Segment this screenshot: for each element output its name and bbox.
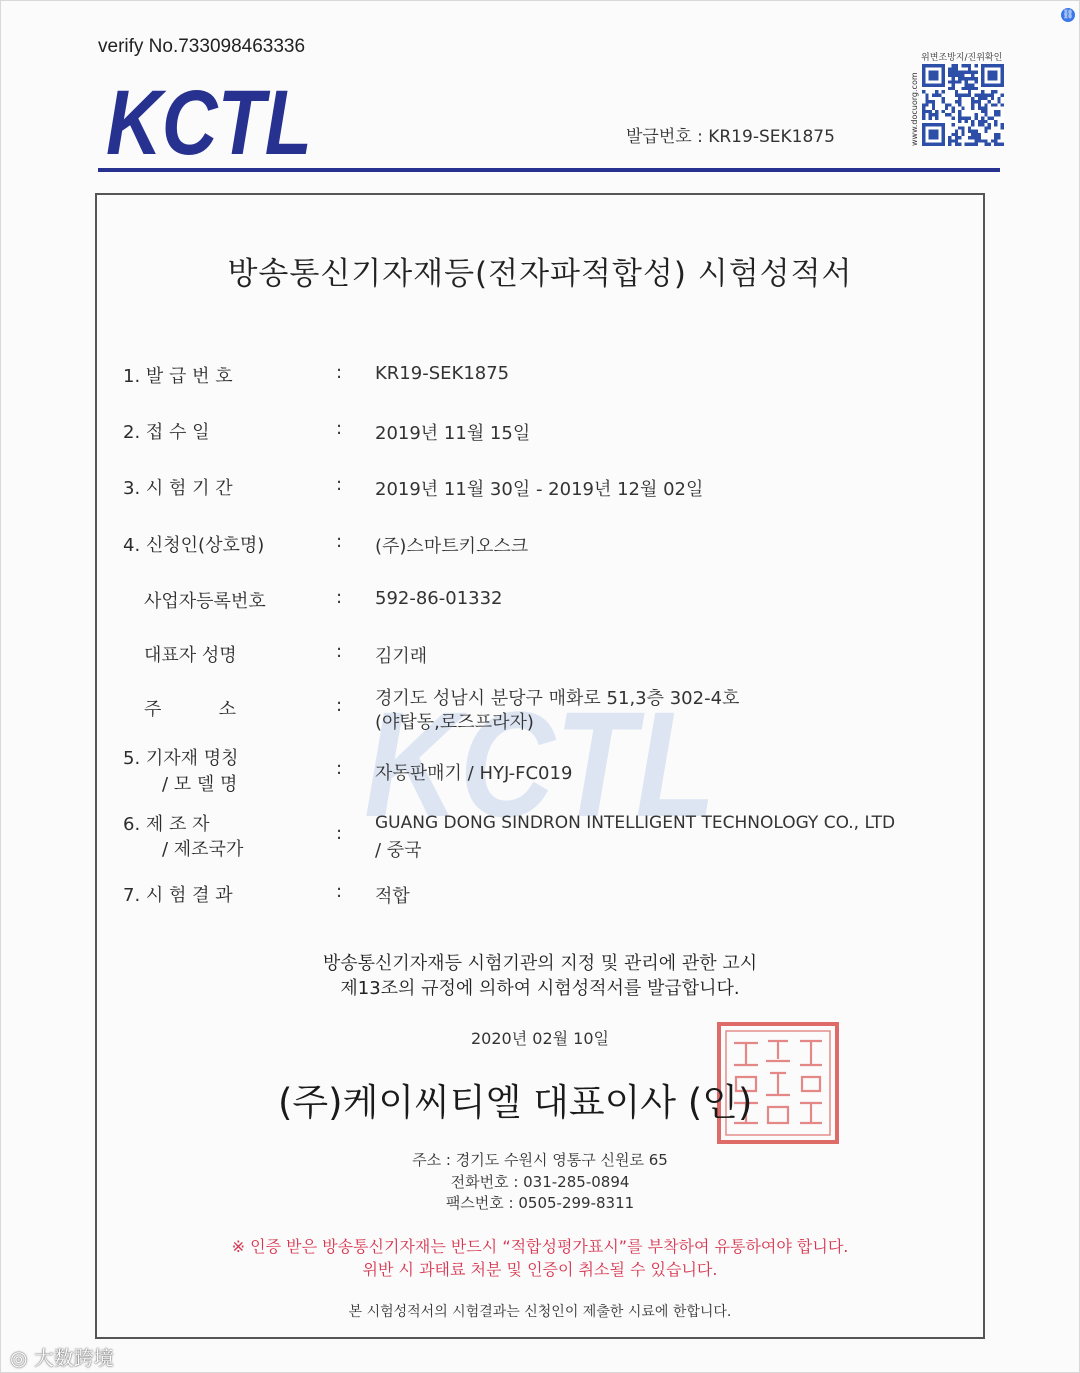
signer-name: (주)케이씨티엘 대표이사 (인)	[278, 1081, 753, 1124]
row-label-manufacturer: 6. 제 조 자	[123, 814, 210, 835]
issuer-fax: 팩스번호 : 0505-299-8311	[445, 1194, 635, 1212]
brand-watermark: ◎ 大数跨境	[10, 1346, 114, 1370]
row-colon: :	[336, 758, 343, 779]
header-rule	[98, 168, 1000, 172]
row-colon: :	[336, 641, 343, 662]
row-value-applicant: (주)스마트키오스크	[375, 536, 529, 557]
qr-side-text	[908, 66, 920, 146]
row-value-test-result: 적합	[375, 886, 410, 907]
row-value-issue-number: KR19-SEK1875	[375, 363, 510, 384]
warning-line-1: ※ 인증 받은 방송통신기자재는 반드시 “적합성평가표시”를 부착하여 유통하여야 합니다.	[231, 1237, 849, 1256]
row-label-business-number: 사업자등록번호	[144, 591, 266, 612]
link-icon[interactable]: ⛓	[1062, 10, 1074, 20]
svg-text:www.docuorg.com: www.docuorg.com	[910, 72, 919, 146]
row-value-manufacturer: GUANG DONG SINDRON INTELLIGENT TECHNOLOGY CO., LTD	[375, 813, 896, 833]
footnote: 본 시험성적서의 시험결과는 신청인이 제출한 시료에 한합니다.	[348, 1304, 732, 1320]
row-colon: :	[336, 587, 343, 608]
row-label-issue-number: 1. 발 급 번 호	[123, 366, 233, 387]
row-value-business-number: 592-86-01332	[375, 588, 503, 609]
issue-date: 2020년 02월 10일	[471, 1029, 609, 1048]
issuer-phone: 전화번호 : 031-285-0894	[450, 1173, 630, 1191]
qr-code-icon[interactable]	[922, 64, 1004, 146]
row-value-address: 경기도 성남시 분당구 매화로 51,3층 302-4호	[375, 688, 740, 709]
row-colon: :	[336, 531, 343, 552]
row-label-model-name: / 모 델 명	[162, 774, 238, 795]
row-value-address-line2: (야탑동,로즈프라자)	[375, 712, 534, 733]
row-label-representative: 대표자 성명	[144, 645, 237, 666]
row-label-country: / 제조국가	[162, 839, 244, 860]
row-colon: :	[336, 474, 343, 495]
row-value-country: / 중국	[375, 840, 422, 861]
row-colon: :	[336, 823, 343, 844]
issuer-address: 주소 : 경기도 수원시 영통구 신원로 65	[412, 1151, 668, 1169]
row-value-representative: 김기래	[375, 646, 428, 667]
row-colon: :	[336, 418, 343, 439]
row-colon: :	[336, 695, 343, 716]
issue-number-header: 발급번호 : KR19-SEK1875	[626, 127, 835, 147]
row-value-equipment-model: 자동판매기 / HYJ-FC019	[375, 763, 573, 784]
row-label-test-result: 7. 시 험 결 과	[123, 885, 233, 906]
notice-line-1: 방송통신기자재등 시험기관의 지정 및 관리에 관한 고시	[322, 953, 758, 974]
document-title: 방송통신기자재등(전자파적합성) 시험성적서	[227, 256, 853, 292]
kctl-logo	[104, 80, 316, 162]
svg-text:KCTL: KCTL	[364, 690, 716, 830]
row-value-receipt-date: 2019년 11월 15일	[375, 423, 531, 444]
row-colon: :	[336, 362, 343, 383]
row-label-equipment-name: 5. 기자재 명칭	[123, 748, 239, 769]
logo-text: KCTL	[106, 80, 312, 162]
row-label-test-period: 3. 시 험 기 간	[123, 478, 233, 499]
row-label-receipt-date: 2. 접 수 일	[123, 422, 210, 443]
warning-line-2: 위반 시 과태료 처분 및 인증이 취소될 수 있습니다.	[362, 1260, 718, 1279]
row-label-applicant: 4. 신청인(상호명)	[123, 535, 265, 556]
notice-line-2: 제13조의 규정에 의하여 시험성적서를 발급합니다.	[340, 978, 740, 999]
brand-watermark-icon: ◎	[10, 1346, 34, 1370]
verify-number: verify No.733098463336	[98, 36, 306, 57]
row-colon: :	[336, 881, 343, 902]
qr-caption: 위변조방지/진위확인	[921, 53, 1003, 63]
row-value-test-period: 2019년 11월 30일 - 2019년 12월 02일	[375, 479, 704, 500]
row-label-address: 주 소	[144, 699, 236, 720]
